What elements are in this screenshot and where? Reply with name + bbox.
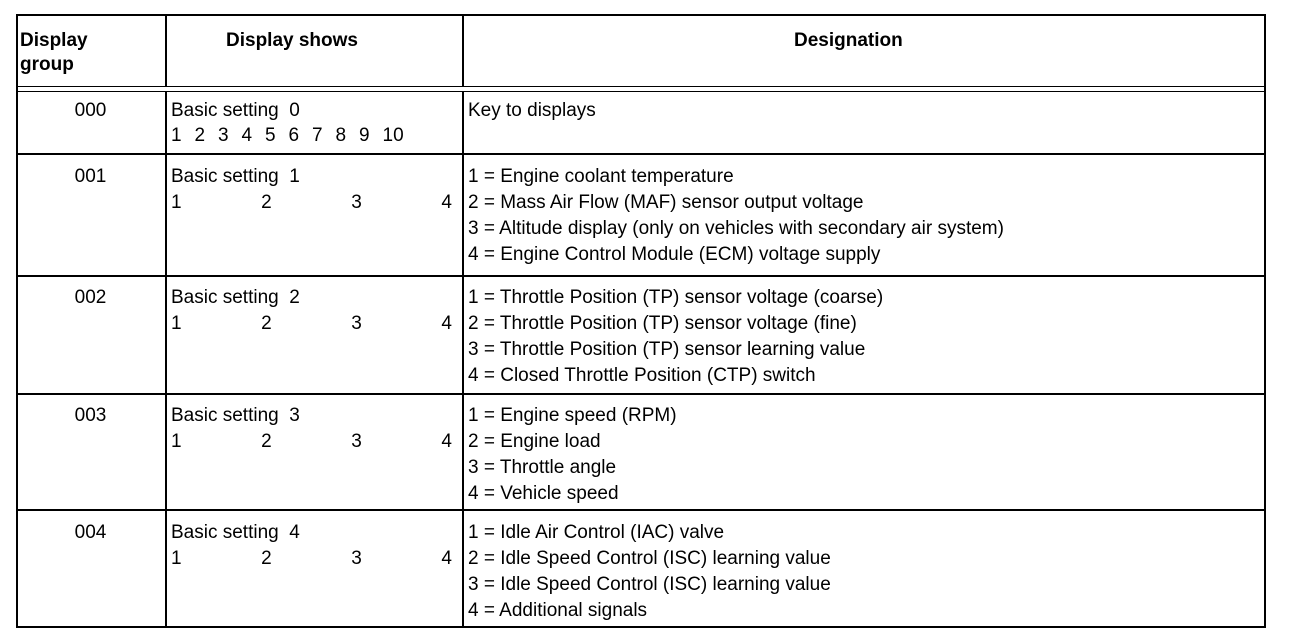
field-number: 2 (261, 431, 272, 452)
column-divider (165, 16, 167, 626)
designation-line: 2 = Idle Speed Control (ISC) learning value (468, 548, 831, 569)
header-divider (18, 86, 1264, 92)
designation-line: 2 = Mass Air Flow (MAF) sensor output voltage (468, 192, 864, 213)
row-divider (18, 509, 1264, 511)
display-shows-cell (171, 403, 452, 455)
field-number: 9 (359, 125, 370, 146)
field-number: 2 (194, 125, 206, 146)
field-number: 4 (441, 192, 452, 213)
group-code: 003 (74, 405, 107, 426)
display-field-numbers (171, 311, 452, 337)
designation-line: 4 = Engine Control Module (ECM) voltage supply (468, 244, 881, 265)
designation-line: 4 = Additional signals (468, 600, 648, 621)
basic-setting-title: Basic setting 4 (171, 522, 300, 543)
display-shows-cell (171, 520, 452, 572)
field-number: 2 (261, 548, 272, 569)
header-display-group (20, 28, 160, 78)
designation-cell (468, 520, 831, 624)
basic-setting-title: Basic setting 3 (171, 405, 300, 426)
group-code: 000 (74, 100, 107, 121)
basic-setting-title: Basic setting 1 (171, 166, 300, 187)
basic-setting-title: Basic setting 0 (171, 100, 300, 121)
designation-line: 3 = Idle Speed Control (ISC) learning value (468, 574, 831, 595)
row-divider (18, 393, 1264, 395)
row-divider (18, 275, 1264, 277)
display-shows-cell (171, 98, 456, 149)
field-number: 2 (261, 313, 272, 334)
header-designation: Designation (794, 30, 903, 51)
field-number: 1 (171, 431, 182, 452)
designation-cell (468, 285, 883, 389)
display-field-numbers (171, 546, 452, 572)
field-number: 8 (335, 125, 347, 146)
field-number: 4 (241, 125, 253, 146)
designation-line: 3 = Altitude display (only on vehicles with secondary air system) (468, 218, 1004, 239)
designation-line: 3 = Throttle angle (468, 457, 617, 478)
designation-line: 1 = Idle Air Control (IAC) valve (468, 522, 725, 543)
field-number: 1 (171, 125, 182, 146)
field-number: 3 (351, 548, 362, 569)
field-number: 3 (351, 431, 362, 452)
designation-line: 2 = Engine load (468, 431, 601, 452)
field-number: 1 (171, 548, 182, 569)
field-number: 3 (351, 313, 362, 334)
designation-line: Key to displays (468, 100, 596, 121)
field-number: 1 (171, 192, 182, 213)
designation-cell (468, 98, 596, 124)
field-number: 6 (288, 125, 300, 146)
group-code: 002 (74, 287, 107, 308)
column-divider (462, 16, 464, 626)
display-field-numbers (171, 190, 452, 216)
designation-cell (468, 403, 677, 507)
field-number: 4 (441, 548, 452, 569)
display-groups-table (16, 14, 1266, 628)
row-divider (18, 153, 1264, 155)
header-display-group-line1: Display (20, 30, 88, 51)
designation-line: 1 = Engine speed (RPM) (468, 405, 677, 426)
field-number: 7 (312, 125, 323, 146)
group-code: 001 (74, 166, 107, 187)
display-shows-cell (171, 164, 452, 216)
designation-cell (468, 164, 1004, 268)
designation-line: 1 = Engine coolant temperature (468, 166, 734, 187)
field-number: 3 (351, 192, 362, 213)
display-field-numbers (171, 123, 456, 149)
basic-setting-title: Basic setting 2 (171, 287, 300, 308)
designation-line: 4 = Vehicle speed (468, 483, 619, 504)
field-number: 5 (265, 125, 276, 146)
field-number: 3 (218, 125, 229, 146)
header-display-shows: Display shows (226, 30, 358, 51)
designation-line: 1 = Throttle Position (TP) sensor voltage (coarse) (468, 287, 884, 308)
designation-line: 2 = Throttle Position (TP) sensor voltage (fine) (468, 313, 857, 334)
field-number: 4 (441, 313, 452, 334)
designation-line: 3 = Throttle Position (TP) sensor learning value (468, 339, 866, 360)
field-number: 2 (261, 192, 272, 213)
designation-line: 4 = Closed Throttle Position (CTP) switch (468, 365, 816, 386)
display-field-numbers (171, 429, 452, 455)
display-shows-cell (171, 285, 452, 337)
field-number: 1 (171, 313, 182, 334)
field-number: 10 (382, 125, 404, 146)
field-number: 4 (441, 431, 452, 452)
header-display-group-line2: group (20, 54, 74, 75)
group-code: 004 (74, 522, 107, 543)
